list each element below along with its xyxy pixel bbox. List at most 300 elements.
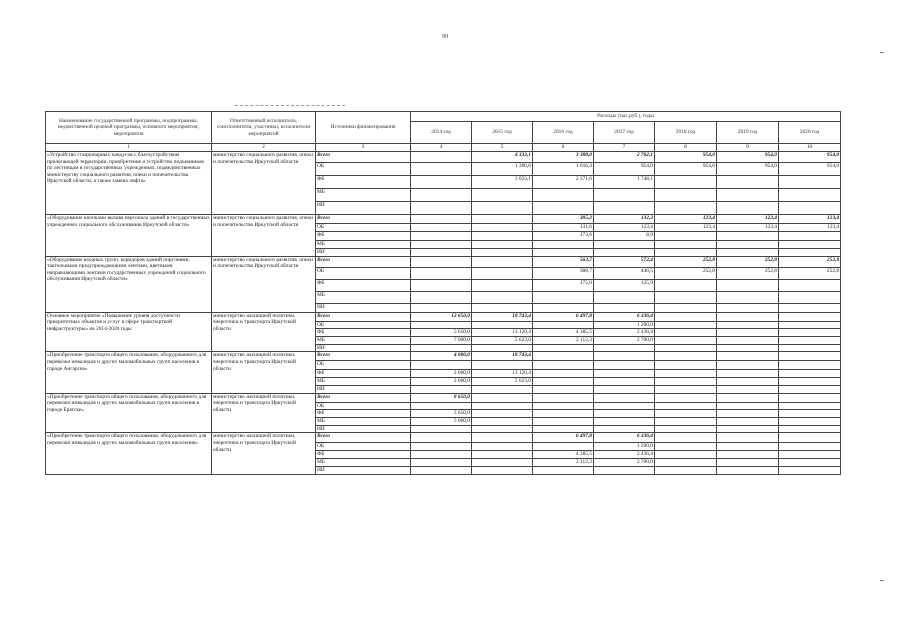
amount-cell: 252,8: [779, 267, 841, 279]
amount-cell: [655, 241, 717, 249]
funding-source: МБ: [316, 459, 411, 467]
funding-source: МБ: [316, 337, 411, 345]
amount-cell: 252,8: [717, 267, 779, 279]
amount-cell: [533, 410, 594, 418]
funding-source: ФБ: [316, 232, 411, 241]
amount-cell: [533, 443, 594, 451]
amount-cell: 125,9: [594, 279, 655, 291]
amount-cell: [411, 249, 472, 257]
activity-name: «Устройство стационарных пандусов с благоустройством прилегающей территории, приобретение и устройство подъемников по лестницам в государственных учреждениях, подведомственных министерству социального развития, опеки и попечительства Иркутской области, а также замена лифта»: [46, 152, 212, 215]
funding-source: ОБ: [316, 402, 411, 410]
amount-cell: [533, 402, 594, 410]
column-index: 4: [411, 144, 472, 152]
activity-name: «Приобретение транспорта общего пользования, оборудованного для перевозки инвалидов и других маломобильных групп населения»: [46, 433, 212, 475]
amount-cell: [779, 279, 841, 291]
amount-cell: [472, 256, 533, 267]
activity-name: Основное мероприятие «Повышение уровня доступности приоритетных объектов и услуг в сфере транспортной инфраструктуры» на 2014-2020 годы: [46, 312, 212, 352]
funding-source: ОБ: [316, 443, 411, 451]
amount-cell: [655, 189, 717, 202]
amount-cell: [472, 410, 533, 418]
amount-cell: [594, 249, 655, 257]
funding-source: ИИ: [316, 249, 411, 257]
amount-cell: 13 120,4: [472, 329, 533, 337]
amount-cell: [655, 176, 717, 189]
amount-cell: [779, 443, 841, 451]
amount-cell: [655, 279, 717, 291]
amount-cell: [411, 385, 472, 393]
column-index: 2: [212, 144, 316, 152]
amount-cell: 4 000,0: [411, 352, 472, 361]
amount-cell: 6 336,4: [594, 433, 655, 443]
amount-cell: [472, 189, 533, 202]
amount-cell: 173,6: [533, 232, 594, 241]
amount-cell: [717, 385, 779, 393]
amount-cell: 572,4: [594, 256, 655, 267]
funding-source: ИИ: [316, 385, 411, 393]
amount-cell: [717, 425, 779, 433]
amount-cell: [472, 443, 533, 451]
funding-source: МБ: [316, 378, 411, 386]
table-row: [46, 256, 841, 267]
activity-name: «Приобретение транспорта общего пользования, оборудованного для перевозки инвалидов и других маломобильных групп населения в городе Братске»: [46, 393, 212, 433]
amount-cell: [411, 303, 472, 312]
amount-cell: [717, 337, 779, 345]
amount-cell: [655, 291, 717, 303]
amount-cell: [655, 451, 717, 459]
amount-cell: [717, 321, 779, 329]
amount-cell: 1 748,1: [594, 176, 655, 189]
table-row: [46, 393, 841, 402]
amount-cell: 2 700,0: [594, 459, 655, 467]
amount-cell: [717, 443, 779, 451]
amount-cell: [655, 467, 717, 475]
amount-cell: [472, 451, 533, 459]
amount-cell: [533, 303, 594, 312]
header-executor: Ответственный исполнитель, соисполнители, участники, исполнители мероприятий: [212, 112, 316, 144]
funding-source: ИИ: [316, 425, 411, 433]
amount-cell: [533, 425, 594, 433]
header-year: 2017 год: [594, 122, 655, 144]
amount-cell: [472, 232, 533, 241]
header-year: 2018 год: [655, 122, 717, 144]
column-index: 3: [316, 144, 411, 152]
amount-cell: [594, 303, 655, 312]
amount-cell: [717, 361, 779, 370]
amount-cell: [472, 418, 533, 426]
amount-cell: [472, 467, 533, 475]
amount-cell: 3 650,0: [411, 410, 472, 418]
amount-cell: [717, 393, 779, 402]
amount-cell: 388,7: [533, 267, 594, 279]
funding-source: ФБ: [316, 329, 411, 337]
amount-cell: [594, 378, 655, 386]
amount-cell: 252,8: [717, 256, 779, 267]
amount-cell: [472, 459, 533, 467]
amount-cell: 6 497,8: [533, 312, 594, 321]
amount-cell: [472, 249, 533, 257]
amount-cell: [533, 393, 594, 402]
amount-cell: [655, 321, 717, 329]
amount-cell: [779, 459, 841, 467]
header-year: 2019 год: [717, 122, 779, 144]
amount-cell: 2 000,0: [411, 370, 472, 378]
amount-cell: [411, 361, 472, 370]
activity-name: «Оборудование входных групп, коридоров зданий поручнями, тактильными предупреждающими лентами, цветными направляющими лентами государственных учреждений социального обслуживания Иркутской области»: [46, 256, 212, 312]
page-number: 99: [442, 34, 448, 40]
amount-cell: [472, 425, 533, 433]
amount-cell: [717, 467, 779, 475]
amount-cell: [655, 303, 717, 312]
amount-cell: [533, 418, 594, 426]
amount-cell: [717, 410, 779, 418]
amount-cell: 4 333,1: [472, 152, 533, 163]
header-expenses: Расходы (тыс.руб.), годы: [411, 112, 841, 122]
amount-cell: 2 112,3: [533, 459, 594, 467]
amount-cell: [533, 321, 594, 329]
amount-cell: [594, 189, 655, 202]
amount-cell: [655, 202, 717, 215]
executor: министерство социального развития, опеки и попечительства Иркутской области: [212, 152, 316, 215]
amount-cell: [655, 433, 717, 443]
header-year: 2020 год: [779, 122, 841, 144]
amount-cell: 123,4: [594, 224, 655, 232]
amount-cell: [594, 202, 655, 215]
amount-cell: [717, 189, 779, 202]
amount-cell: [472, 202, 533, 215]
amount-cell: 123,4: [655, 215, 717, 224]
funding-source: ФБ: [316, 451, 411, 459]
amount-cell: [472, 224, 533, 232]
amount-cell: [779, 370, 841, 378]
amount-cell: 8 650,0: [411, 393, 472, 402]
amount-cell: [411, 224, 472, 232]
amount-cell: [594, 402, 655, 410]
amount-cell: [655, 425, 717, 433]
amount-cell: [411, 267, 472, 279]
amount-cell: [594, 370, 655, 378]
funding-source: ИИ: [316, 303, 411, 312]
table-row: [46, 312, 841, 321]
amount-cell: 2 371,6: [533, 176, 594, 189]
amount-cell: [779, 329, 841, 337]
amount-cell: 5 650,0: [411, 329, 472, 337]
amount-cell: [533, 352, 594, 361]
amount-cell: [717, 344, 779, 352]
amount-cell: [411, 152, 472, 163]
funding-source: ФБ: [316, 410, 411, 418]
amount-cell: [594, 291, 655, 303]
amount-cell: [779, 312, 841, 321]
executor: министерство жилищной политики, энергетики и транспорта Иркутской области: [212, 352, 316, 393]
executor: министерство жилищной политики, энергетики и транспорта Иркутской области: [212, 312, 316, 352]
funding-source: ОБ: [316, 267, 411, 279]
amount-cell: [533, 291, 594, 303]
amount-cell: 4 385,5: [533, 329, 594, 337]
amount-cell: [779, 202, 841, 215]
column-index: 8: [655, 144, 717, 152]
amount-cell: 18 743,4: [472, 312, 533, 321]
amount-cell: [655, 393, 717, 402]
activity-name: «Оборудование кнопками вызова персонала зданий в государственных учреждениях социального обслуживания Иркутской области»: [46, 215, 212, 257]
amount-cell: 2 702,1: [594, 152, 655, 163]
executor: министерство жилищной политики, энергетики и транспорта Иркутской области: [212, 433, 316, 475]
header-year: 2015 год: [472, 122, 533, 144]
amount-cell: [655, 329, 717, 337]
amount-cell: 6 336,4: [594, 312, 655, 321]
amount-cell: 123,4: [779, 215, 841, 224]
column-index: 10: [779, 144, 841, 152]
amount-cell: 123,4: [717, 224, 779, 232]
amount-cell: [533, 467, 594, 475]
amount-cell: 1 016,4: [533, 163, 594, 176]
amount-cell: [472, 215, 533, 224]
amount-cell: 954,0: [594, 163, 655, 176]
amount-cell: [411, 459, 472, 467]
budget-table: [45, 111, 841, 475]
amount-cell: [472, 361, 533, 370]
executor: министерство социального развития, опеки и попечительства Иркутской области: [212, 215, 316, 257]
amount-cell: [717, 451, 779, 459]
amount-cell: 954,0: [779, 163, 841, 176]
amount-cell: [655, 459, 717, 467]
amount-cell: [779, 433, 841, 443]
amount-cell: [779, 410, 841, 418]
amount-cell: [594, 385, 655, 393]
amount-cell: 954,0: [655, 152, 717, 163]
table-row: [46, 433, 841, 443]
amount-cell: 131,6: [533, 224, 594, 232]
amount-cell: [411, 402, 472, 410]
amount-cell: [594, 410, 655, 418]
amount-cell: [533, 344, 594, 352]
amount-cell: [594, 425, 655, 433]
funding-source: Всего: [316, 215, 411, 224]
amount-cell: 1 200,0: [594, 321, 655, 329]
amount-cell: 175,0: [533, 279, 594, 291]
funding-source: ИИ: [316, 344, 411, 352]
amount-cell: [779, 402, 841, 410]
amount-cell: 123,4: [655, 224, 717, 232]
table-body: [46, 152, 841, 475]
amount-cell: [655, 402, 717, 410]
amount-cell: 18 743,4: [472, 352, 533, 361]
amount-cell: [717, 291, 779, 303]
amount-cell: [411, 232, 472, 241]
amount-cell: [594, 344, 655, 352]
header-year: 2014 год: [411, 122, 472, 144]
amount-cell: [779, 378, 841, 386]
amount-cell: [655, 378, 717, 386]
funding-source: ИИ: [316, 467, 411, 475]
amount-cell: [655, 370, 717, 378]
funding-source: МБ: [316, 189, 411, 202]
amount-cell: [472, 267, 533, 279]
amount-cell: 1 200,0: [594, 443, 655, 451]
amount-cell: [655, 418, 717, 426]
amount-cell: [594, 418, 655, 426]
amount-cell: [411, 241, 472, 249]
amount-cell: 4 385,5: [533, 451, 594, 459]
funding-source: Всего: [316, 152, 411, 163]
amount-cell: 7 000,0: [411, 337, 472, 345]
amount-cell: [655, 361, 717, 370]
amount-cell: [779, 176, 841, 189]
amount-cell: [533, 249, 594, 257]
amount-cell: [411, 425, 472, 433]
amount-cell: [779, 451, 841, 459]
amount-cell: 1 300,0: [472, 163, 533, 176]
amount-cell: [472, 291, 533, 303]
amount-cell: [594, 467, 655, 475]
amount-cell: [779, 385, 841, 393]
amount-cell: 123,4: [779, 224, 841, 232]
amount-cell: [472, 241, 533, 249]
amount-cell: 954,0: [779, 152, 841, 163]
executor: министерство социального развития, опеки и попечительства Иркутской области: [212, 256, 316, 312]
funding-source: ОБ: [316, 321, 411, 329]
amount-cell: [594, 361, 655, 370]
amount-cell: [411, 433, 472, 443]
amount-cell: 252,8: [779, 256, 841, 267]
funding-source: Всего: [316, 393, 411, 402]
amount-cell: [655, 344, 717, 352]
amount-cell: [717, 232, 779, 241]
amount-cell: [655, 232, 717, 241]
amount-cell: [717, 418, 779, 426]
scan-artifact: [880, 52, 884, 53]
amount-cell: [594, 393, 655, 402]
amount-cell: [779, 418, 841, 426]
amount-cell: [717, 329, 779, 337]
amount-cell: [533, 202, 594, 215]
amount-cell: [411, 176, 472, 189]
executor: министерство жилищной политики, энергетики и транспорта Иркутской области: [212, 393, 316, 433]
amount-cell: [411, 443, 472, 451]
amount-cell: [411, 202, 472, 215]
amount-cell: [779, 241, 841, 249]
amount-cell: 6 497,8: [533, 433, 594, 443]
amount-cell: [411, 467, 472, 475]
amount-cell: 5 000,0: [411, 418, 472, 426]
amount-cell: 954,0: [717, 163, 779, 176]
amount-cell: [655, 249, 717, 257]
amount-cell: [779, 425, 841, 433]
amount-cell: [594, 352, 655, 361]
amount-cell: [779, 337, 841, 345]
amount-cell: 446,5: [594, 267, 655, 279]
funding-source: ФБ: [316, 370, 411, 378]
amount-cell: [472, 433, 533, 443]
amount-cell: 2 000,0: [411, 378, 472, 386]
amount-cell: [655, 443, 717, 451]
amount-cell: 5 623,0: [472, 337, 533, 345]
amount-cell: 12 650,0: [411, 312, 472, 321]
amount-cell: [472, 344, 533, 352]
amount-cell: [779, 361, 841, 370]
funding-source: ОБ: [316, 224, 411, 232]
table-row: [46, 352, 841, 361]
amount-cell: [411, 256, 472, 267]
amount-cell: [472, 279, 533, 291]
amount-cell: [717, 241, 779, 249]
amount-cell: 8,9: [594, 232, 655, 241]
funding-source: ОБ: [316, 163, 411, 176]
amount-cell: [472, 321, 533, 329]
amount-cell: [779, 344, 841, 352]
amount-cell: [779, 352, 841, 361]
column-index: 7: [594, 144, 655, 152]
amount-cell: [411, 163, 472, 176]
amount-cell: [472, 385, 533, 393]
amount-cell: [779, 467, 841, 475]
amount-cell: [411, 189, 472, 202]
column-index: 9: [717, 144, 779, 152]
amount-cell: [411, 215, 472, 224]
amount-cell: 2 700,0: [594, 337, 655, 345]
amount-cell: [717, 249, 779, 257]
amount-cell: [472, 402, 533, 410]
amount-cell: [717, 433, 779, 443]
amount-cell: 5 623,0: [472, 378, 533, 386]
amount-cell: [717, 176, 779, 189]
amount-cell: 563,7: [533, 256, 594, 267]
funding-source: ФБ: [316, 279, 411, 291]
amount-cell: 132,3: [594, 215, 655, 224]
amount-cell: [779, 189, 841, 202]
table-row: [46, 152, 841, 163]
amount-cell: [533, 241, 594, 249]
amount-cell: 123,4: [717, 215, 779, 224]
amount-cell: [594, 241, 655, 249]
header-name: Наименование государственной программы, подпрограммы, ведомственной целевой программы, основного мероприятия, мероприятия: [46, 112, 212, 144]
amount-cell: [411, 451, 472, 459]
funding-source: МБ: [316, 241, 411, 249]
scan-artifact: [235, 105, 345, 106]
funding-source: ИИ: [316, 202, 411, 215]
amount-cell: 3 388,0: [533, 152, 594, 163]
funding-source: Всего: [316, 256, 411, 267]
amount-cell: [655, 352, 717, 361]
scan-artifact: [880, 580, 884, 581]
amount-cell: [717, 303, 779, 312]
amount-cell: [717, 279, 779, 291]
amount-cell: [779, 291, 841, 303]
amount-cell: [533, 378, 594, 386]
table-row: [46, 215, 841, 224]
amount-cell: 252,8: [655, 256, 717, 267]
amount-cell: [411, 279, 472, 291]
amount-cell: [779, 321, 841, 329]
amount-cell: [533, 361, 594, 370]
amount-cell: 252,8: [655, 267, 717, 279]
amount-cell: [655, 337, 717, 345]
amount-cell: 3 033,1: [472, 176, 533, 189]
funding-source: ФБ: [316, 176, 411, 189]
amount-cell: [411, 321, 472, 329]
amount-cell: 13 120,4: [472, 370, 533, 378]
amount-cell: [472, 393, 533, 402]
funding-source: МБ: [316, 418, 411, 426]
activity-name: «Приобретение транспорта общего пользования, оборудованного для перевозки инвалидов и других маломобильных групп населения в городе Ангарске»: [46, 352, 212, 393]
amount-cell: 954,0: [655, 163, 717, 176]
amount-cell: [779, 393, 841, 402]
amount-cell: [655, 385, 717, 393]
funding-source: МБ: [316, 291, 411, 303]
funding-source: Всего: [316, 433, 411, 443]
amount-cell: [533, 385, 594, 393]
amount-cell: 305,2: [533, 215, 594, 224]
amount-cell: 2 112,3: [533, 337, 594, 345]
